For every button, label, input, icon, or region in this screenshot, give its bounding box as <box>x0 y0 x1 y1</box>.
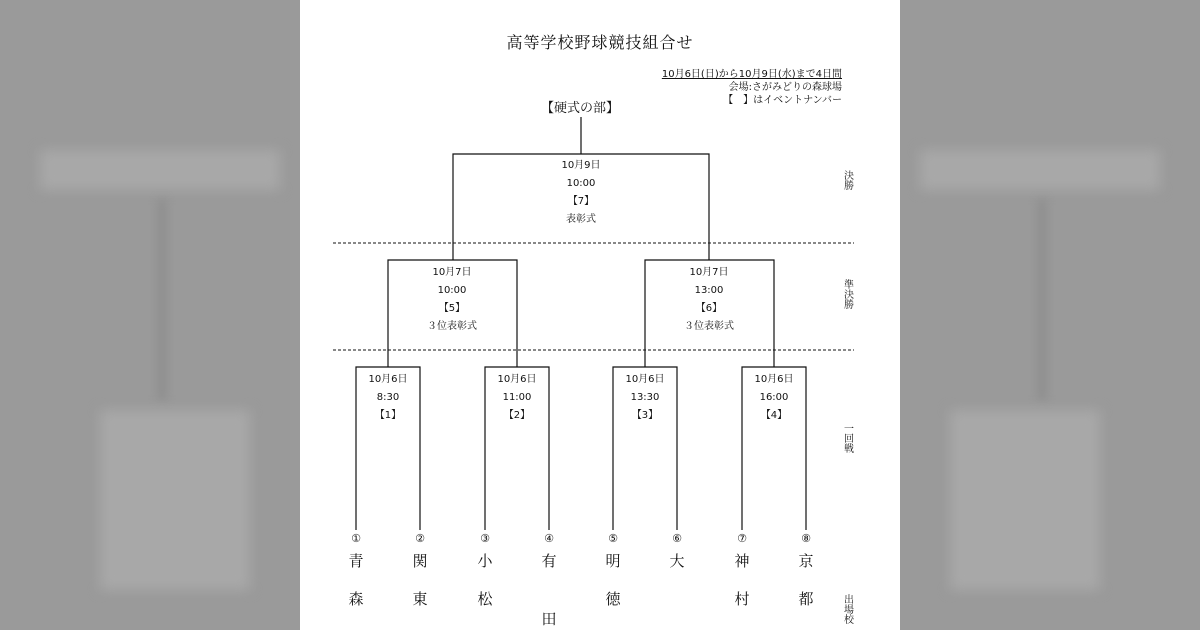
background-ghost-bottom-right <box>950 410 1100 590</box>
game-date: 10月6日 <box>497 374 537 385</box>
school-name-char: 青 <box>348 552 364 570</box>
game-date: 10月9日 <box>561 160 601 171</box>
game-note: ３位表彰式 <box>427 321 477 332</box>
game-date: 10月7日 <box>432 267 472 278</box>
round-label-first <box>840 423 854 457</box>
school-number: ⑧ <box>801 532 811 545</box>
school-7 <box>727 532 757 626</box>
semifinal-5-info <box>402 264 502 336</box>
round-label-text: 決勝 <box>841 170 853 190</box>
game-time: 10:00 <box>566 178 596 189</box>
school-number: ② <box>415 532 425 545</box>
game-time: 8:30 <box>376 392 400 403</box>
school-number: ⑤ <box>608 532 618 545</box>
school-4 <box>534 532 564 630</box>
school-name-char: 徳 <box>605 590 621 608</box>
game-event-number: 【5】 <box>438 303 466 314</box>
round-label-text: 一回戦 <box>841 423 853 453</box>
document-page <box>300 0 900 630</box>
school-name-char: 有 <box>541 552 557 570</box>
school-number: ④ <box>544 532 554 545</box>
school-name-char: 森 <box>348 590 364 608</box>
venue: 会場:さがみどりの森球場 <box>728 82 842 93</box>
school-number: ③ <box>480 532 490 545</box>
school-number: ① <box>351 532 361 545</box>
school-1 <box>341 532 371 626</box>
game-4-info <box>739 371 809 425</box>
school-name-char: 関 <box>412 552 428 570</box>
round-label-text: 準決勝 <box>841 279 853 309</box>
background-ghost-line-right <box>1040 200 1044 400</box>
game-time: 16:00 <box>759 392 789 403</box>
game-event-number: 【4】 <box>760 410 788 421</box>
school-6 <box>662 532 692 588</box>
round-label-text: 出場校 <box>841 594 853 624</box>
game-note: ３位表彰式 <box>684 321 734 332</box>
school-name-char <box>534 588 564 608</box>
school-3 <box>470 532 500 626</box>
school-name-char: 田 <box>541 610 557 628</box>
school-name-char: 神 <box>734 552 750 570</box>
background-ghost-bottom-left <box>100 410 250 590</box>
school-name-char: 京 <box>798 552 814 570</box>
semifinal-6-info <box>659 264 759 336</box>
game-3-info <box>610 371 680 425</box>
game-date: 10月6日 <box>368 374 408 385</box>
game-event-number: 【2】 <box>503 410 531 421</box>
school-number: ⑥ <box>672 532 682 545</box>
background-ghost-left <box>40 150 280 190</box>
game-time: 13:30 <box>630 392 660 403</box>
round-label-semifinal <box>840 279 854 313</box>
game-event-number: 【1】 <box>374 410 402 421</box>
page-title: 高等学校野球競技組合せ <box>506 33 694 52</box>
section-label: 【硬式の部】 <box>540 101 619 116</box>
game-note: 表彰式 <box>566 214 596 225</box>
game-date: 10月6日 <box>625 374 665 385</box>
school-2 <box>405 532 435 626</box>
school-name-char: 明 <box>605 552 621 570</box>
school-name-char: 小 <box>477 552 493 570</box>
game-date: 10月6日 <box>754 374 794 385</box>
game-1-info <box>353 371 423 425</box>
game-event-number: 【7】 <box>567 196 595 207</box>
school-name-char: 東 <box>412 590 428 608</box>
school-name-char: 都 <box>798 590 814 608</box>
school-name-char: 松 <box>477 590 493 608</box>
game-event-number: 【6】 <box>695 303 723 314</box>
game-time: 13:00 <box>694 285 724 296</box>
round-label-schools <box>840 594 854 628</box>
game-time: 10:00 <box>437 285 467 296</box>
game-time: 11:00 <box>502 392 532 403</box>
date-range: 10月6日(日)から10月9日(水)まで4日間 <box>661 69 842 80</box>
school-name-char: 大 <box>669 552 685 570</box>
school-name-char: 村 <box>734 590 750 608</box>
background-ghost-line-left <box>160 200 164 400</box>
event-number-note: 【 】はイベントナンバー <box>723 95 842 106</box>
school-5 <box>598 532 628 626</box>
game-event-number: 【3】 <box>631 410 659 421</box>
background-ghost-right <box>920 150 1160 190</box>
school-number: ⑦ <box>737 532 747 545</box>
game-date: 10月7日 <box>689 267 729 278</box>
school-8 <box>791 532 821 626</box>
final-game-info <box>531 157 631 229</box>
game-2-info <box>482 371 552 425</box>
round-label-final <box>840 170 854 194</box>
